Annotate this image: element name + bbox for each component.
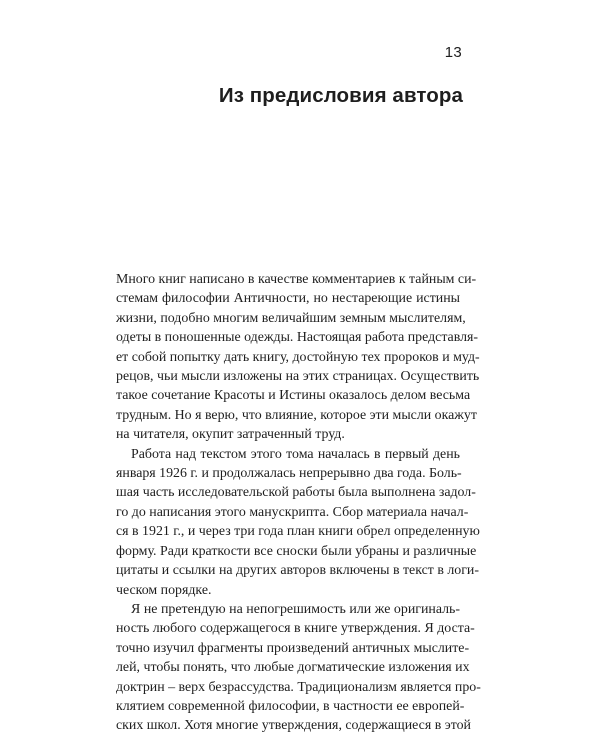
text-line: рецов, чьи мысли изложены на этих страницах. Осуществить <box>116 369 480 385</box>
text-line: точно изучил фрагменты произведений античных мыслите- <box>116 640 470 656</box>
paragraph-1 <box>116 270 480 445</box>
text-line: такое сочетание Красоты и Истины оказалось делом весьма <box>116 388 471 404</box>
text-line: клятием современной философии, в частности ее европей- <box>116 698 465 714</box>
text-line: ся в 1921 г., и через три года план книги обрел определенную <box>116 524 480 540</box>
text-line: ность любого содержащегося в книге утверждения. Я доста- <box>116 621 475 637</box>
text-line: на читателя, окупит затраченный труд. <box>116 427 345 443</box>
text-line: ет собой попытку дать книгу, достойную тех пророков и муд- <box>116 349 480 365</box>
page-number: 13 <box>444 44 462 61</box>
text-line: стемам философии Античности, но нестареющие истины <box>116 291 460 307</box>
text-line: одеты в поношенные одежды. Настоящая работа представля- <box>116 330 479 346</box>
text-line: го до написания этого манускрипта. Сбор материала начал- <box>116 504 469 520</box>
text-line: Работа над текстом этого тома началась в первый день <box>131 446 460 462</box>
text-line: Много книг написано в качестве комментариев к тайным си- <box>116 272 477 287</box>
text-line: ских школ. Хотя многие утверждения, содержащиеся в этой <box>116 718 471 734</box>
paragraph-3 <box>116 600 481 736</box>
text-line: цитаты и ссылки на других авторов включены в текст в логи- <box>116 563 479 579</box>
text-line: шая часть исследовательской работы была выполнена задол- <box>116 485 476 501</box>
chapter-title: Из предисловия автора <box>218 84 463 107</box>
text-line: Я не претендую на непогрешимость или же оригиналь- <box>131 601 460 617</box>
text-line: января 1926 г. и продолжалась непрерывно два года. Боль- <box>116 466 462 482</box>
text-line: жизни, подобно многим величайшим земным мыслителям, <box>116 310 466 326</box>
text-line: лей, чтобы понять, что любые догматические изложения их <box>116 660 470 676</box>
text-line: форму. Ради краткости все сноски были убраны и различные <box>116 543 477 559</box>
paragraph-2 <box>116 445 480 600</box>
body-text <box>116 270 481 736</box>
text-line: трудным. Но я верю, что влияние, которое эти мысли окажут <box>116 407 477 423</box>
text-line: доктрин – верх безрассудства. Традиционализм является про- <box>116 679 481 695</box>
text-line: ческом порядке. <box>116 582 212 598</box>
